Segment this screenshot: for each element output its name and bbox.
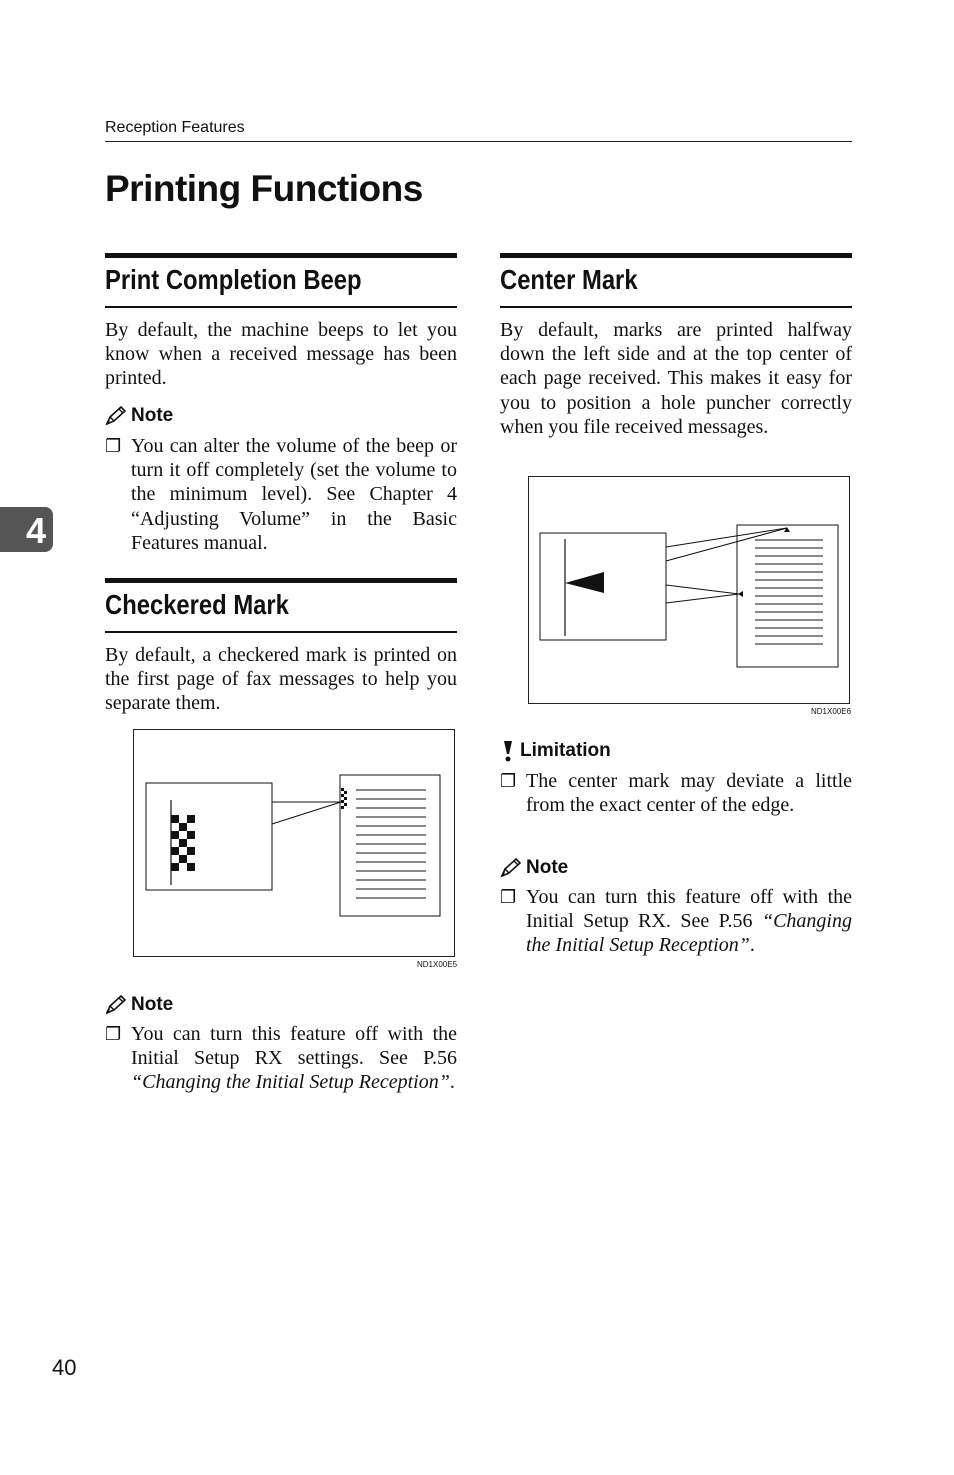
checkbox-bullet-icon: ❐ (105, 436, 122, 456)
note-item (105, 1022, 457, 1095)
note-heading (105, 994, 173, 1016)
note-label: Note (131, 994, 174, 1015)
section-rule-top (105, 578, 457, 583)
note-heading (105, 405, 173, 427)
pencil-note-icon (500, 858, 522, 878)
center-mark-illustration (529, 477, 849, 703)
note-heading (500, 857, 568, 879)
section-title-center-mark: Center Mark (500, 264, 638, 295)
checkbox-bullet-icon: ❐ (105, 1024, 122, 1044)
figure-code: ND1X00E6 (811, 707, 852, 716)
page-number: 40 (52, 1355, 77, 1380)
note-text-plain: You can turn this feature off with the Initial Setup RX. See P.56 (526, 886, 852, 933)
limitation-label: Limitation (520, 740, 611, 761)
center-mark-figure (528, 476, 850, 704)
section-rule-bottom (105, 306, 457, 308)
limitation-item (500, 769, 852, 817)
section-title-checkered-mark: Checkered Mark (105, 589, 289, 620)
exclamation-icon (500, 740, 516, 762)
note-text: You can alter the volume of the beep or turn it off completely (set the volume to the minimum level). See Chapter 4 “Adjusting Volume” in the Basic Features manual. (131, 435, 457, 554)
section-rule-bottom (105, 631, 457, 633)
header-rule (105, 141, 852, 142)
note-text (526, 885, 852, 958)
chapter-tab-number: 4 (26, 510, 47, 551)
limitation-heading (500, 740, 611, 762)
checkbox-bullet-icon: ❐ (500, 887, 517, 907)
note-item (500, 885, 852, 958)
chapter-tab (0, 507, 53, 552)
section-rule-top (105, 253, 457, 258)
section-rule-top (500, 253, 852, 258)
limitation-text: The center mark may deviate a little from the exact center of the edge. (526, 770, 852, 817)
note-item (105, 434, 457, 555)
pencil-note-icon (105, 995, 127, 1015)
note-text-reference: “Changing the Initial Setup Reception” (131, 1071, 450, 1094)
note-label: Note (131, 405, 174, 426)
pencil-note-icon (105, 406, 127, 426)
page-title: Printing Functions (105, 168, 423, 209)
checkered-mark-figure (133, 729, 455, 957)
note-text-reference: “Changing the Initial Setup Reception” (526, 910, 852, 957)
section-body-print-completion-beep: By default, the machine beeps to let you know when a received message has been printed. (105, 319, 457, 390)
section-rule-bottom (500, 306, 852, 308)
running-header: Reception Features (105, 119, 245, 136)
note-text (131, 1022, 457, 1095)
section-body-center-mark: By default, marks are printed halfway down the left side and at the top center of each page received. This makes it easy for you to position a hole puncher correctly when you file received messages. (500, 319, 852, 438)
note-text-end: . (749, 934, 755, 957)
note-text-plain: You can turn this feature off with the Initial Setup RX settings. See P.56 (131, 1023, 457, 1070)
figure-code: ND1X00E5 (417, 960, 458, 969)
note-text-end: . (449, 1071, 455, 1094)
note-label: Note (526, 857, 569, 878)
checkbox-bullet-icon: ❐ (500, 771, 517, 791)
checkered-mark-illustration (134, 730, 454, 956)
section-title-print-completion-beep: Print Completion Beep (105, 264, 362, 295)
section-body-checkered-mark: By default, a checkered mark is printed on the first page of fax messages to help you separate them. (105, 644, 457, 715)
